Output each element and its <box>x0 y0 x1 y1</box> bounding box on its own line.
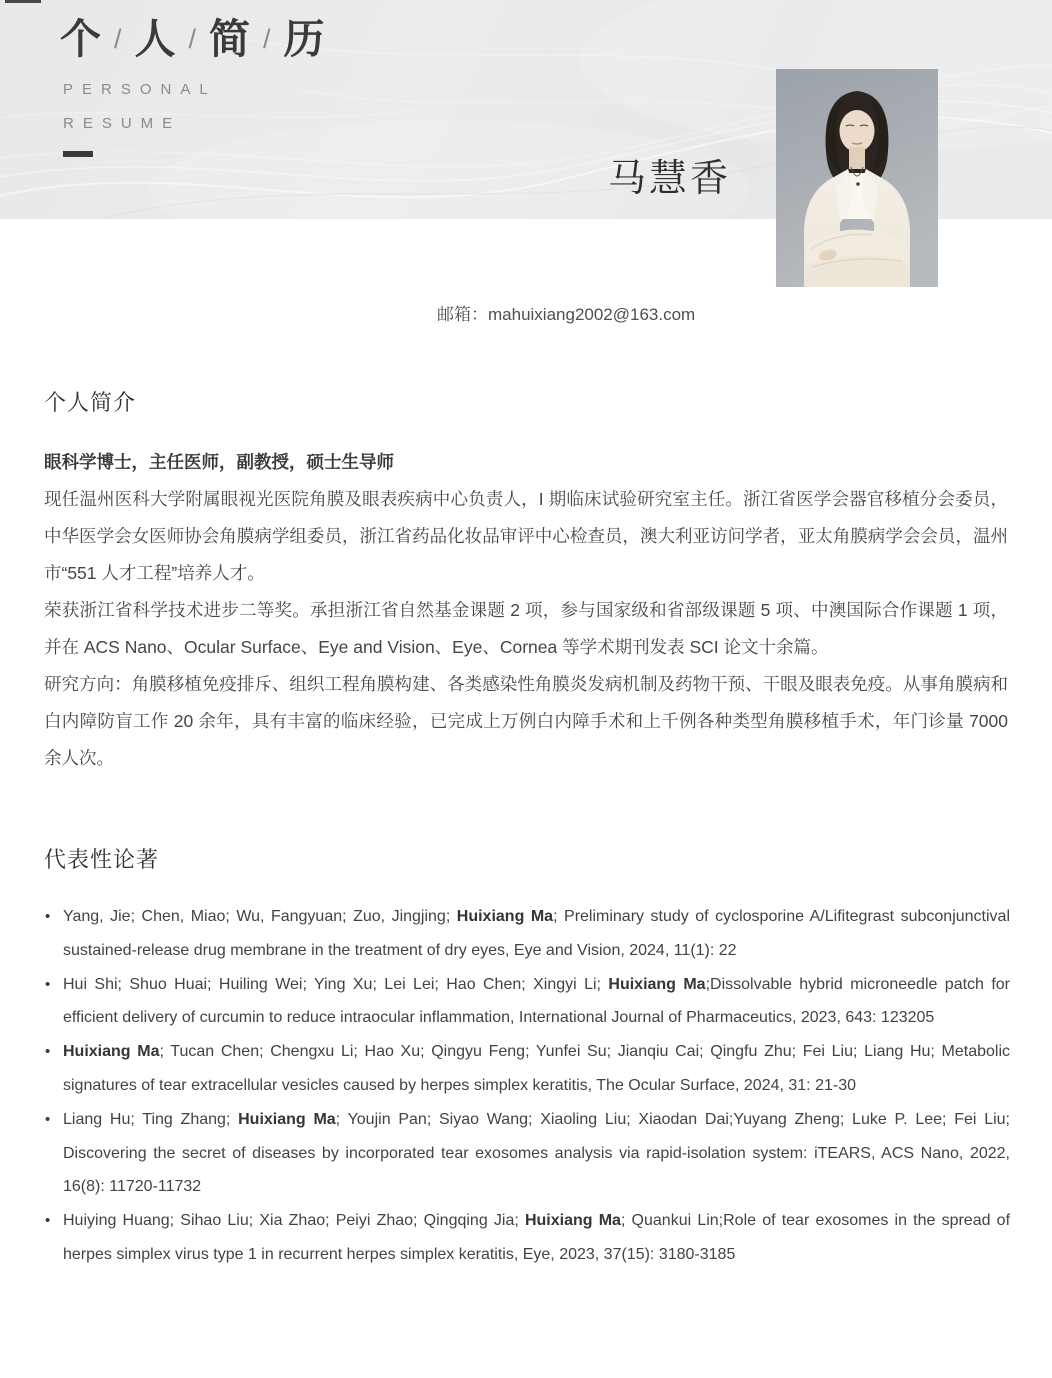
corner-accent-bar <box>5 0 41 3</box>
section-personal-intro <box>44 386 1008 777</box>
publication-item <box>44 1035 1010 1103</box>
person-name: 马慧香 <box>608 158 732 200</box>
pub-author-highlight: Huixiang Ma <box>608 975 706 993</box>
bullet-icon: • <box>45 1110 51 1128</box>
bullet-icon: • <box>45 1043 51 1061</box>
pub-text: ;Dissolvable hybrid microneedle patch for efficient delivery of curcumin to reduce intraocular inflammation, International Journal of Pharmaceutics, 2023, 643: 123205 <box>63 975 1011 1027</box>
pub-text: ; Preliminary study of cyclosporine A/Lifitegrast subconjunctival sustained-release drug membrane in the treatment of dry eyes, Eye and Vision, 2024, 11(1): 22 <box>63 908 1011 959</box>
pub-text: ; Quankui Lin;Role of tear exosomes in the spread of herpes simplex virus type 1 in recurrent herpes simplex keratitis, Eye, 2023, 37(15): 3180-3185 <box>63 1212 1011 1263</box>
pub-text: Yang, Jie; Chen, Miao; Wu, Fangyuan; Zuo, Jingjing; <box>63 908 457 925</box>
email-value: mahuixiang2002@163.com <box>488 305 696 324</box>
pub-text: Huiying Huang; Sihao Liu; Xia Zhao; Peiyi Zhao; Qingqing Jia; <box>63 1212 525 1230</box>
title-char: 个 <box>60 16 102 62</box>
publication-item <box>44 968 1010 1036</box>
pub-text: ; Youjin Pan; Siyao Wang; Xiaoling Liu; Xiaodan Dai;Yuyang Zheng; Luke P. Lee; Fei Liu; Discovering the secret of diseases by incorporated tear exosomes analysis via rapid-isolation system: iTEARS, ACS Nano, 2022, 16(8): 11720-11732 <box>63 1110 1010 1196</box>
page-title <box>60 6 326 65</box>
pub-text: Hui Shi; Shuo Huai; Huiling Wei; Ying Xu; Lei Lei; Hao Chen; Xingyi Li; <box>63 975 609 993</box>
subtitle-resume: RESUME <box>63 115 182 132</box>
title-char: 简 <box>209 16 252 62</box>
bullet-icon: • <box>45 908 51 925</box>
publication-item <box>44 1103 1010 1204</box>
email-row <box>437 300 695 325</box>
email-label: 邮箱： <box>437 305 488 324</box>
title-separator: / <box>263 24 272 54</box>
title-separator: / <box>188 24 198 54</box>
title-char: 历 <box>283 16 326 62</box>
pub-author-highlight: Huixiang Ma <box>238 1110 336 1128</box>
subtitle-personal: PERSONAL <box>63 81 217 98</box>
publications-heading: 代表性论著 <box>44 847 160 872</box>
title-underline-bar <box>63 151 93 157</box>
pub-text: ; Tucan Chen; Chengxu Li; Hao Xu; Qingyu Feng; Yunfei Su; Jianqiu Cai; Qingfu Zhu; Fei Liu; Liang Hu; Metabolic signatures of tear extracellular vesicles caused by herpes simplex keratitis, The Ocular Surface, 2024, 31: 21-30 <box>63 1043 1010 1094</box>
intro-paragraph: 研究方向：角膜移植免疫排斥、组织工程角膜构建、各类感染性角膜炎发病机制及药物干预、干眼及眼表免疫。从事角膜病和白内障防盲工作 20 余年，具有丰富的临床经验，已完成上万例白内障手术和上千例各种类型角膜移植手术，年门诊量 7000 余人次。 <box>44 674 1008 768</box>
pub-author-highlight: Huixiang Ma <box>63 1043 160 1061</box>
title-separator: / <box>114 24 123 54</box>
pub-text: Liang Hu; Ting Zhang; <box>63 1110 239 1128</box>
intro-paragraph: 荣获浙江省科学技术进步二等奖。承担浙江省自然基金课题 2 项，参与国家级和省部级课题 5 项、中澳国际合作课题 1 项，并在 ACS Nano、Ocular Surface、Eye and Vision、Eye、Cornea 等学术期刊发表 SCI 论文十余篇。 <box>44 600 1008 657</box>
bullet-icon: • <box>45 1212 51 1230</box>
publication-item <box>44 900 1010 968</box>
section-publications <box>44 843 1010 1272</box>
intro-heading: 个人简介 <box>44 390 137 415</box>
pub-author-highlight: Huixiang Ma <box>456 908 554 925</box>
publication-item <box>44 1204 1010 1272</box>
professional-titles: 眼科学博士，主任医师，副教授，硕士生导师 <box>44 452 394 472</box>
publication-list <box>44 900 1010 1272</box>
intro-paragraph: 现任温州医科大学附属眼视光医院角膜及眼表疾病中心负责人，I 期临床试验研究室主任。浙江省医学会器官移植分会委员，中华医学会女医师协会角膜病学组委员，浙江省药品化妆品审评中心检查员，澳大利亚访问学者，亚太角膜病学会会员，温州市“551 人才工程”培养人才。 <box>44 489 1008 583</box>
portrait-illustration <box>776 69 938 287</box>
bullet-icon: • <box>45 975 51 993</box>
profile-photo <box>776 69 938 287</box>
intro-body <box>44 444 1008 777</box>
title-char: 人 <box>134 16 177 62</box>
pub-author-highlight: Huixiang Ma <box>524 1212 621 1230</box>
